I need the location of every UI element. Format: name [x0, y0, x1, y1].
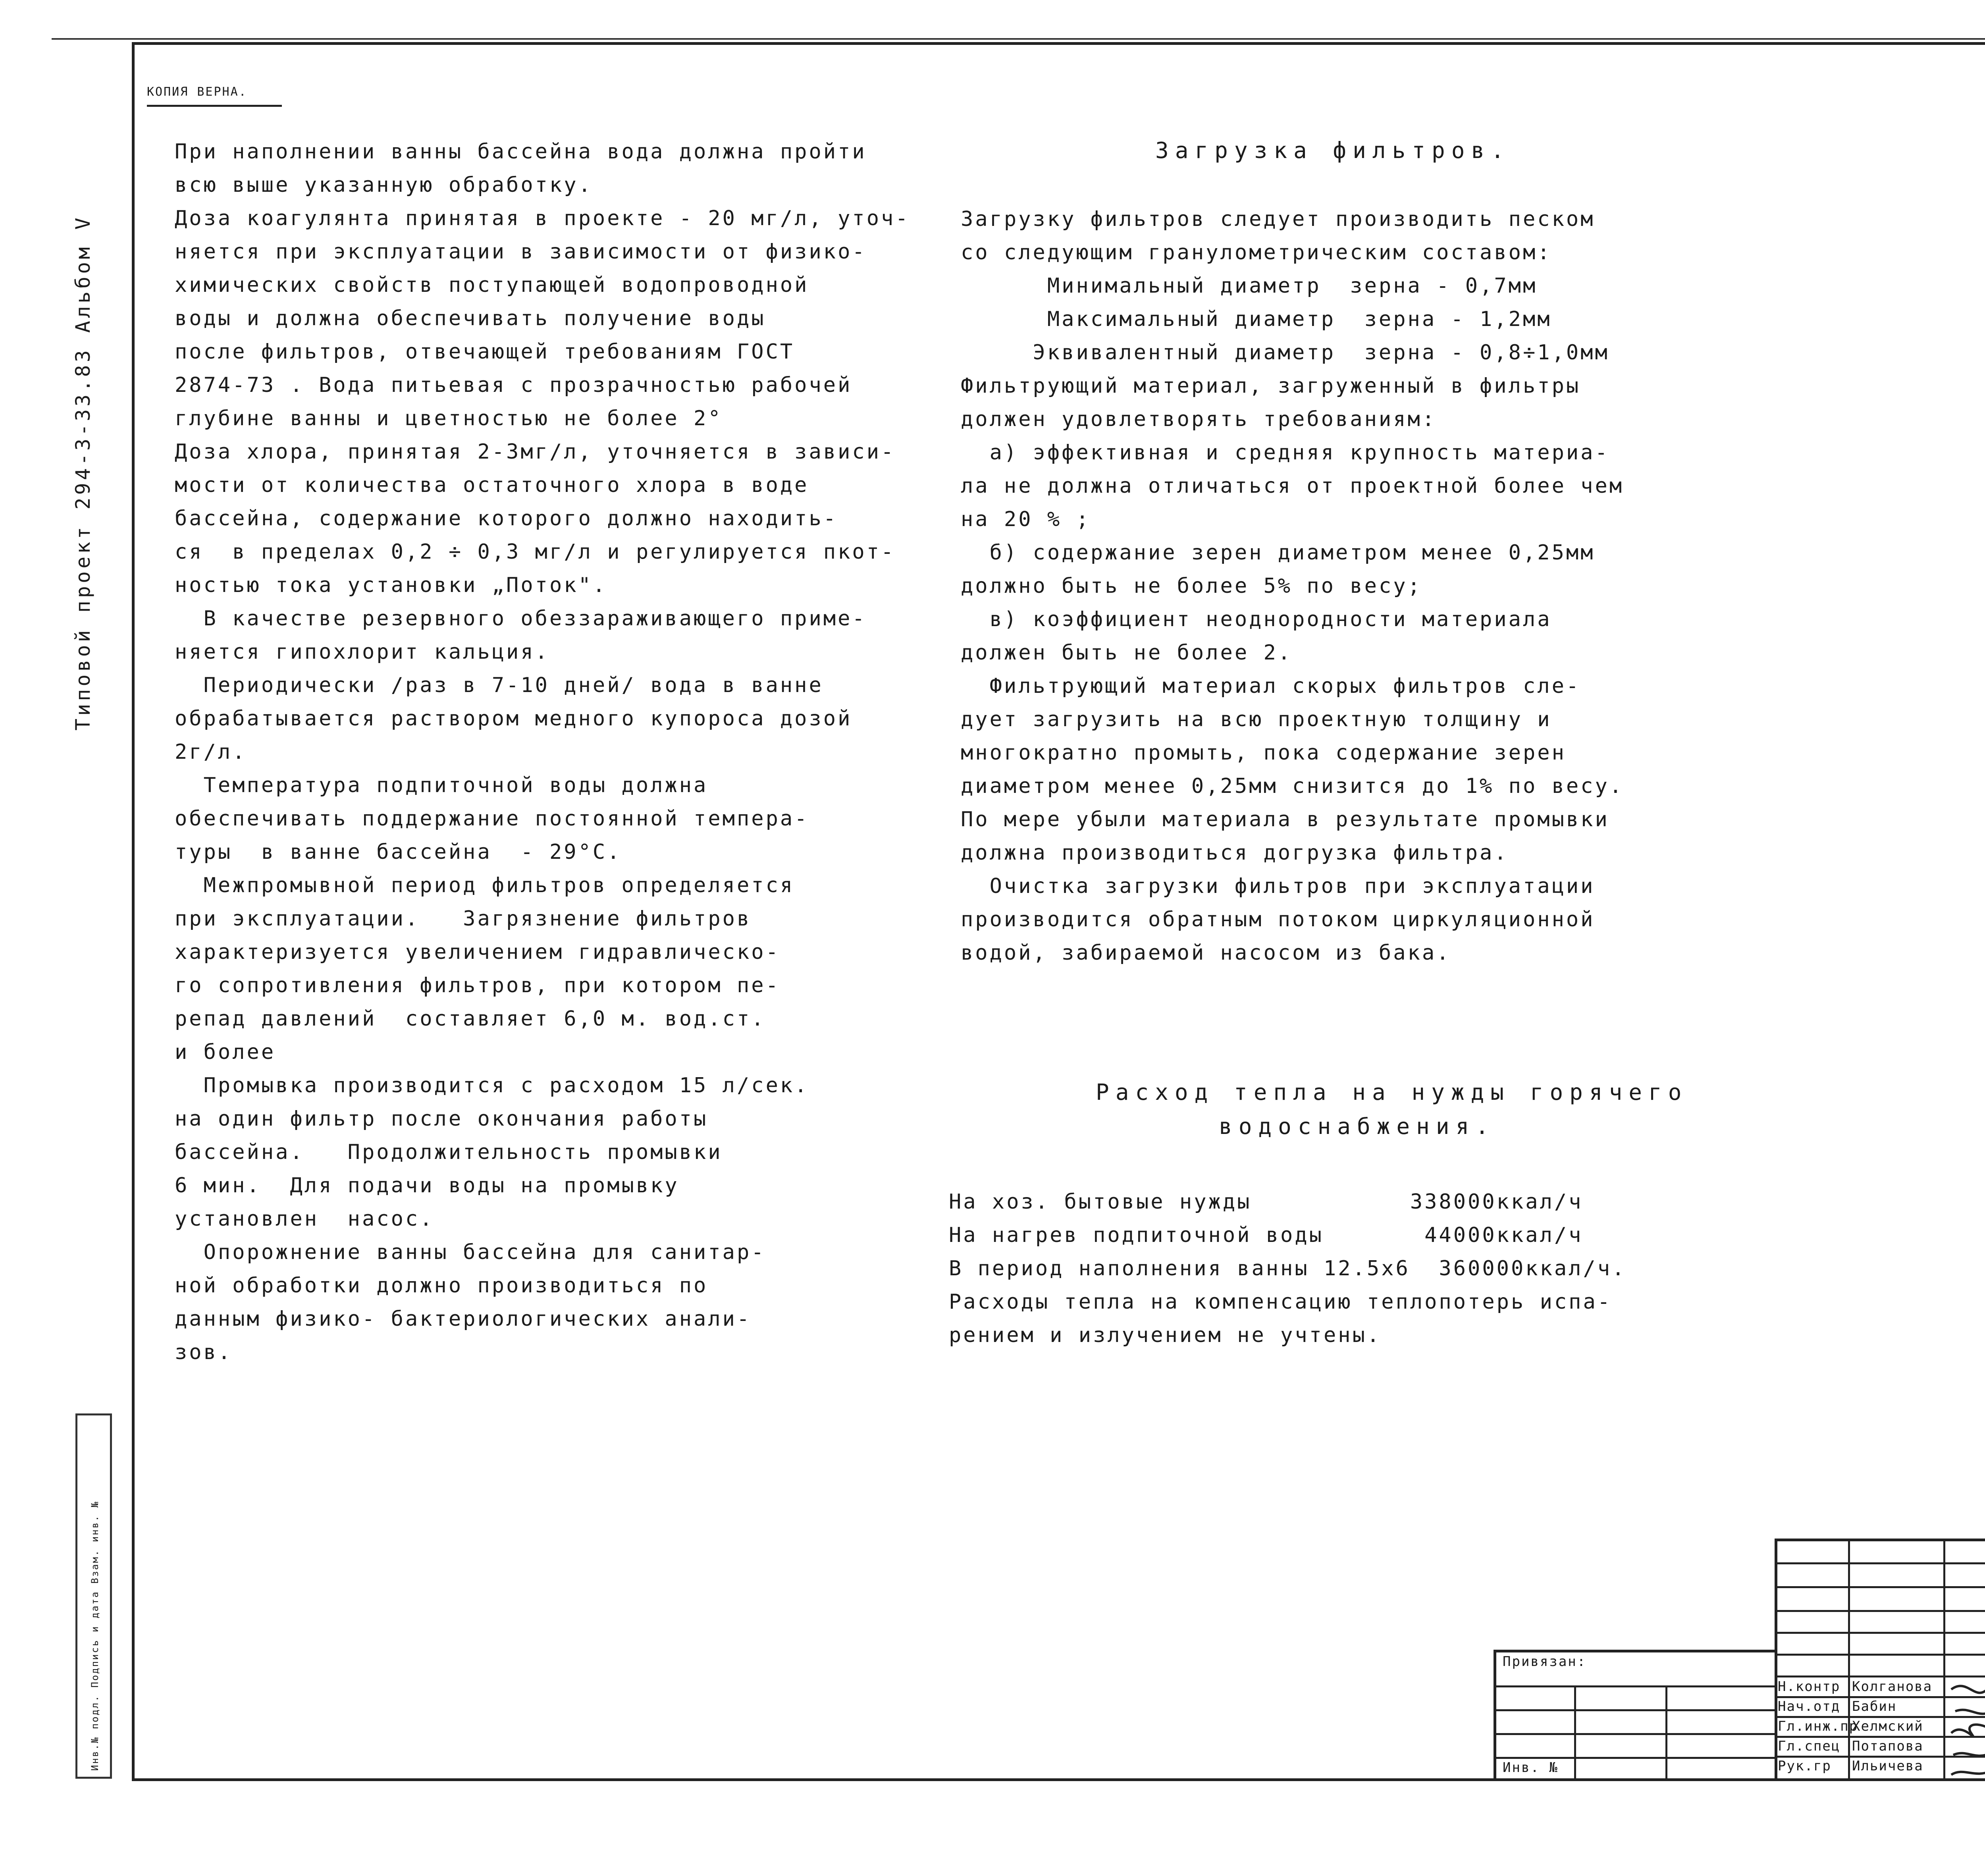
text-line: 2874-73 . Вода питьевая с прозрачностью рабочей	[175, 373, 852, 397]
heading-filter-loading: Загрузка фильтров.	[1155, 138, 1511, 164]
staff-role: Нач.отд	[1778, 1699, 1840, 1714]
signatures	[1943, 1674, 1985, 1781]
text-line: и более	[175, 1040, 276, 1064]
text-line: рением и излучением не учтены.	[949, 1323, 1382, 1347]
text-line: всю выше указанную обработку.	[175, 173, 593, 197]
text-line: Межпромывной период фильтров определяется	[175, 873, 795, 897]
text-line: Расходы тепла на компенсацию теплопотерь испа-	[949, 1290, 1612, 1314]
text-line: Доза хлора, принятая 2-3мг/л, уточняется в зависи-	[175, 440, 896, 464]
text-line: водой, забираемой насосом из бака.	[961, 941, 1451, 965]
staff-role: Гл.спец	[1778, 1738, 1840, 1754]
text-line: няется гипохлорит кальция.	[175, 640, 549, 664]
copy-stamp: КОПИЯ ВЕРНА.	[147, 85, 247, 99]
text-line: обеспечивать поддержание постоянной темпера-	[175, 807, 809, 831]
copy-stamp-underline	[147, 105, 282, 107]
text-line: ностью тока установки „Поток".	[175, 573, 607, 597]
text-line: зов.	[175, 1340, 233, 1364]
text-line: воды и должна обеспечивать получение воды	[175, 307, 766, 330]
text-line: на один фильтр после окончания работы	[175, 1107, 708, 1131]
text-line: 2г/л.	[175, 740, 247, 764]
text-line: Загрузку фильтров следует производить песком	[961, 207, 1595, 231]
text-line: ной обработки должно производиться по	[175, 1274, 708, 1298]
text-line: производится обратным потоком циркуляционной	[961, 908, 1595, 931]
text-line: По мере убыли материала в результате промывки	[961, 808, 1609, 831]
text-line: данным физико- бактериологических анали-	[175, 1307, 752, 1331]
inv-no-label: Инв. №	[1503, 1760, 1559, 1776]
text-line: го сопротивления фильтров, при котором пе-	[175, 974, 780, 997]
text-line: б) содержание зерен диаметром менее 0,25мм	[961, 541, 1595, 565]
text-line: дует загрузить на всю проектную толщину и	[961, 708, 1552, 731]
text-line: репад давлений составляет 6,0 м. вод.ст.	[175, 1007, 766, 1031]
text-line: Промывка производится с расходом 15 л/сек.	[175, 1074, 809, 1097]
text-line: многократно промыть, пока содержание зерен	[961, 741, 1566, 765]
heading-heat-consumption-1: Расход тепла на нужды горячего	[1096, 1080, 1688, 1105]
text-line: характеризуется увеличением гидравлическо-	[175, 940, 780, 964]
left-text-column	[175, 135, 910, 1369]
text-line: со следующим гранулометрическим составом:	[961, 241, 1552, 264]
text-line: При наполнении ванны бассейна вода должна пройти	[175, 140, 867, 164]
text-line: должна производиться догрузка фильтра.	[961, 841, 1509, 865]
staff-name: Хелмский	[1852, 1718, 1923, 1734]
text-line: 6 мин. Для подачи воды на промывку	[175, 1174, 679, 1197]
text-line: Фильтрующий материал скорых фильтров сле-	[961, 674, 1581, 698]
text-line: Опорожнение ванны бассейна для санитар-	[175, 1240, 766, 1264]
heading-heat-consumption-2: водоснабжения.	[1219, 1114, 1495, 1139]
text-line: Эквивалентный диаметр зерна - 0,8÷1,0мм	[961, 341, 1609, 364]
text-line: диаметром менее 0,25мм снизится до 1% по весу.	[961, 774, 1624, 798]
text-line: няется при эксплуатации в зависимости от физико-	[175, 240, 867, 264]
filter-loading-text	[961, 202, 1624, 970]
text-line: установлен насос.	[175, 1207, 434, 1231]
text-line: при эксплуатации. Загрязнение фильтров	[175, 907, 752, 931]
text-line: На нагрев подпиточной воды 44000ккал/ч	[949, 1223, 1583, 1247]
text-line: должен быть не более 2.	[961, 641, 1293, 665]
text-line: Периодически /раз в 7-10 дней/ вода в ванне	[175, 673, 823, 697]
heat-consumption-text	[949, 1185, 1626, 1352]
staff-name: Бабин	[1852, 1699, 1897, 1714]
text-line: мости от количества остаточного хлора в воде	[175, 473, 809, 497]
text-line: на 20 % ;	[961, 507, 1091, 531]
text-line: обрабатывается раствором медного купороса дозой	[175, 707, 852, 731]
text-line: ла не должна отличаться от проектной более чем	[961, 474, 1624, 498]
staff-name: Колганова	[1852, 1679, 1933, 1695]
text-line: В качестве резервного обеззараживающего приме-	[175, 607, 867, 630]
text-line: Фильтрующий материал, загруженный в фильтры	[961, 374, 1581, 398]
text-line: после фильтров, отвечающей требованиям ГОСТ	[175, 340, 795, 364]
text-line: а) эффективная и средняя крупность материа-	[961, 441, 1609, 465]
text-line: На хоз. бытовые нужды 338000ккал/ч	[949, 1190, 1583, 1214]
privyazan-label: Привязан:	[1503, 1654, 1587, 1670]
text-line: должен удовлетворять требованиям:	[961, 407, 1437, 431]
staff-role: Н.контр	[1778, 1679, 1840, 1695]
text-line: Максимальный диаметр зерна - 1,2мм	[961, 307, 1552, 331]
text-line: Доза коагулянта принятая в проекте - 20 мг/л, уточ-	[175, 206, 910, 230]
top-strip-line	[52, 38, 1985, 40]
text-line: химических свойств поступающей водопроводной	[175, 273, 809, 297]
text-line: Очистка загрузки фильтров при эксплуатации	[961, 874, 1595, 898]
text-line: Температура подпиточной воды должна	[175, 773, 708, 797]
text-line: должно быть не более 5% по весу;	[961, 574, 1422, 598]
text-line: Минимальный диаметр зерна - 0,7мм	[961, 274, 1538, 298]
side-stamp-text: Инв.№ подл. Подпись и дата Взам. инв. №	[89, 1500, 100, 1771]
staff-name: Потапова	[1852, 1738, 1923, 1754]
text-line: В период наполнения ванны 12.5х6 360000ккал/ч.	[949, 1257, 1627, 1280]
staff-role: Рук.гр	[1778, 1758, 1831, 1774]
staff-name: Ильичева	[1852, 1758, 1923, 1774]
text-line: ся в пределах 0,2 ÷ 0,3 мг/л и регулируется пкот-	[175, 540, 896, 564]
text-line: в) коэффициент неоднородности материала	[961, 607, 1552, 631]
text-line: туры в ванне бассейна - 29°С.	[175, 840, 622, 864]
staff-role: Гл.инж.пр	[1778, 1718, 1858, 1734]
text-line: бассейна, содержание которого должно находить-	[175, 507, 838, 530]
text-line: бассейна. Продолжительность промывки	[175, 1140, 723, 1164]
text-line: глубине ванны и цветностью не более 2°	[175, 407, 723, 430]
side-project-title: Типовой проект 294-3-33.83 Альбом V	[71, 215, 94, 731]
